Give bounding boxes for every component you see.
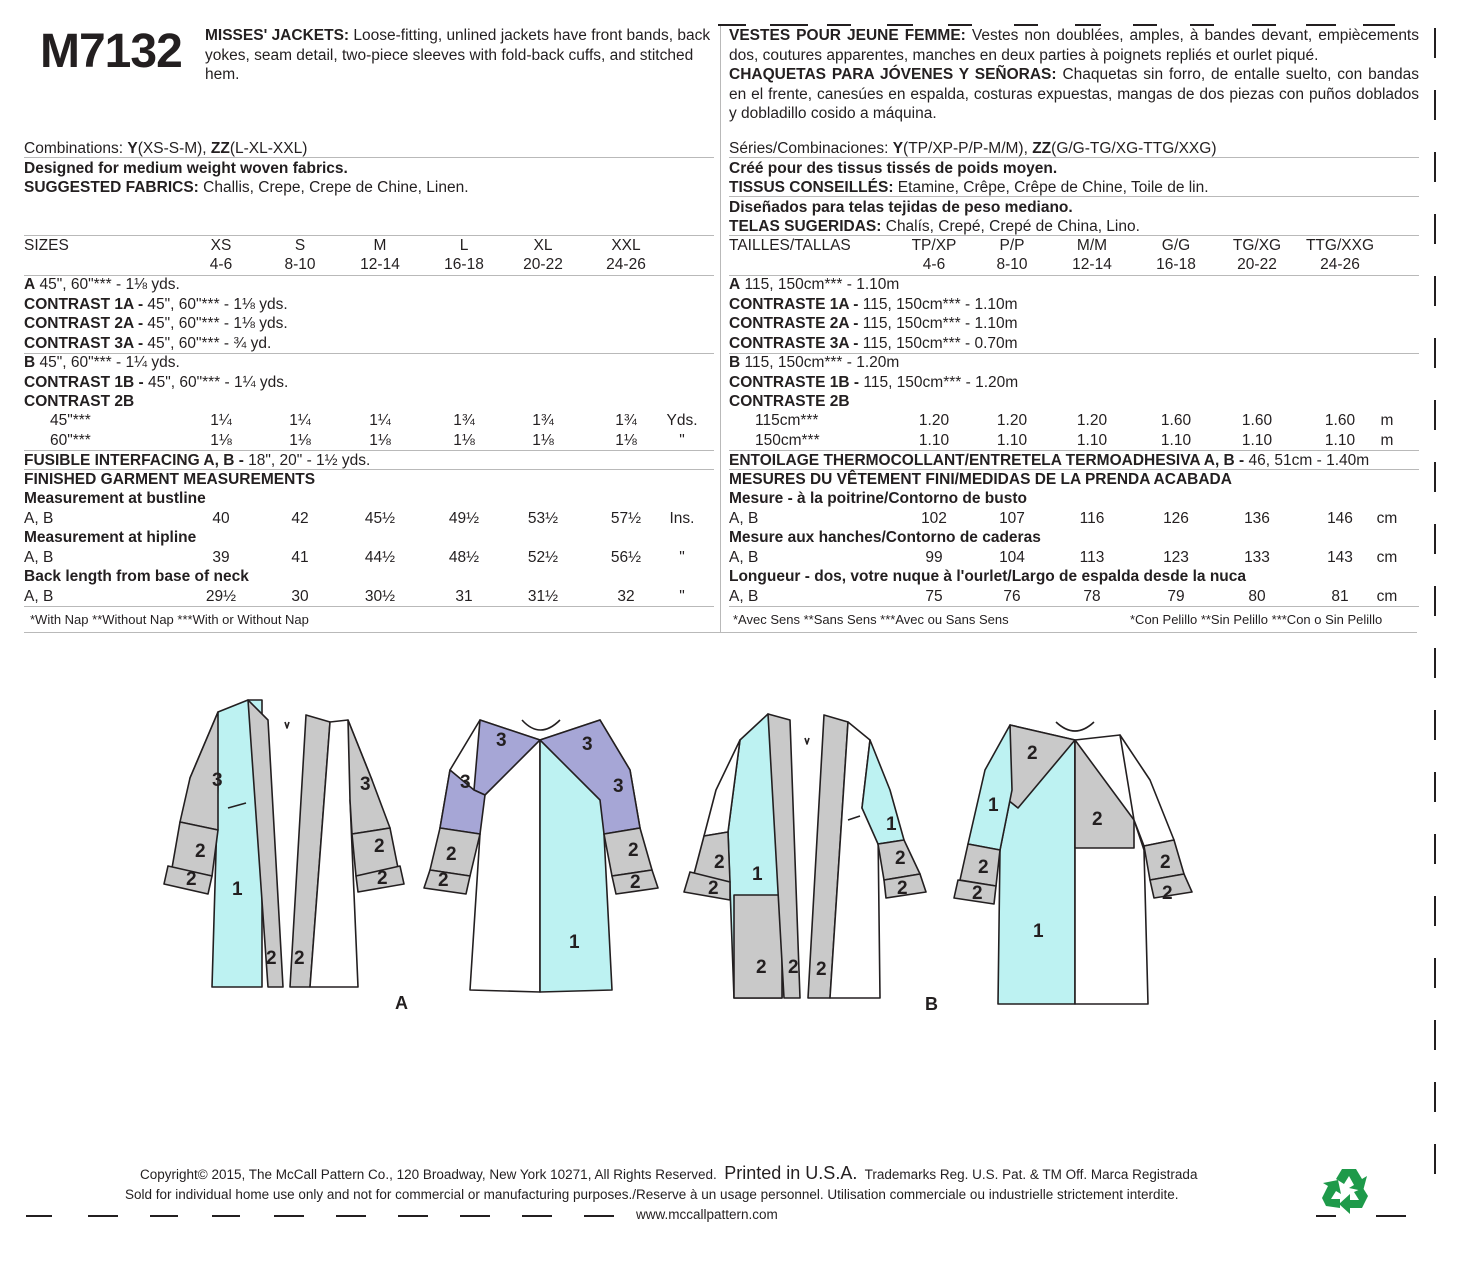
view-a-label: A <box>395 993 408 1013</box>
french-interfacing: ENTOILAGE THERMOCOLLANT/ENTRETELA TERMOADHESIVA A, B - 46, 51cm - 1.40m <box>729 452 1370 469</box>
size-range: 12-14 <box>1072 256 1112 273</box>
yardage-view-label: CONTRASTE 1B - <box>729 373 860 391</box>
cut-dash <box>26 1215 52 1217</box>
unit-label: " <box>679 431 685 449</box>
yardage-line <box>24 295 288 314</box>
yardage-cell: 1¾ <box>453 412 475 429</box>
measurement-cell: 53½ <box>527 510 559 527</box>
unit-label: m <box>1380 412 1394 429</box>
cut-dash <box>1316 1215 1336 1217</box>
piece-label-two: 2 <box>1092 809 1103 830</box>
english-title-label: MISSES' JACKETS: <box>205 27 350 44</box>
piece-label-two: 2 <box>895 848 906 869</box>
piece-label-two: 2 <box>1162 883 1173 904</box>
measurement-cell: 104 <box>999 549 1025 566</box>
measurement-title: Back length from base of neck <box>24 568 249 585</box>
piece-label-one: 1 <box>988 795 999 816</box>
measurement-cell: 116 <box>1079 510 1105 527</box>
french-suggested-fabrics: TISSUS CONSEILLÉS: Etamine, Crêpe, Crêpe de Chine, Toile de lin. <box>729 179 1209 196</box>
size-range: 4-6 <box>922 256 946 273</box>
size-header: TTG/XXG <box>1305 237 1375 254</box>
yardage-view-label: A <box>729 276 741 293</box>
cut-dash <box>398 1215 428 1217</box>
piece-label-two: 2 <box>1160 852 1171 873</box>
measurement-cell: 99 <box>925 549 943 566</box>
fabric-width: 60"*** <box>50 431 91 449</box>
cut-dash <box>1434 1020 1436 1050</box>
measurement-cell: 102 <box>921 510 947 527</box>
spanish-title-text: Chaquetas sin forro, de entalle suelto, con bandas en el frente, canesúes en espalda, costuras expuestas, mangas de dos piezas con puños doblados y dobladillo cosido a máquina. <box>729 66 1419 122</box>
trademarks: Trademarks Reg. U.S. Pat. & TM Off. Marca Registrada <box>864 1167 1198 1182</box>
yardage-cell: 1⅛ <box>369 431 391 449</box>
copyright-line: Copyright© 2015, The McCall Pattern Co., 120 Broadway, New York 10271, All Rights Reserved. Printed in U.S.A. Trademarks Reg. U.S. Pat. & TM Off. Marca Registrada <box>140 1163 1198 1183</box>
view-b-back-illustration <box>954 722 1192 1004</box>
cut-dash <box>1434 276 1436 306</box>
cut-dash <box>1434 90 1436 120</box>
yardage-cell: 1.10 <box>996 431 1028 449</box>
measurement-cell: 76 <box>1003 588 1021 605</box>
size-header: XL <box>533 237 553 254</box>
measurement-view: A, B <box>24 510 54 527</box>
printed-in: Printed in U.S.A. <box>724 1163 858 1183</box>
english-finished-measurements-label: FINISHED GARMENT MEASUREMENTS <box>24 471 316 488</box>
garment-illustrations <box>0 680 1461 1020</box>
size-range: 8-10 <box>996 256 1028 273</box>
yardage-cell: 1.10 <box>1241 431 1273 449</box>
french-title-text: Vestes non doublées, amples, à bandes devant, empiècements dos, coutures apparentes, manches en deux parties à poignets repliés et ourlet piqué. <box>729 27 1419 64</box>
cut-dash <box>1434 772 1436 802</box>
fabric-width: 115cm*** <box>755 412 819 429</box>
piece-label-two: 2 <box>628 840 639 861</box>
piece-label-two: 2 <box>186 869 197 890</box>
yardage-view-label: CONTRASTE 3A - <box>729 334 859 352</box>
unit-label: " <box>679 588 685 605</box>
size-range: 16-18 <box>444 256 484 273</box>
cut-dash <box>1434 28 1436 58</box>
yardage-view-label: B <box>729 354 741 371</box>
cut-dash <box>1252 24 1276 26</box>
cut-dash <box>770 24 808 26</box>
french-spanish-description <box>729 26 1419 124</box>
yardage-view-label: B <box>24 354 36 371</box>
yardage-cell: 1.10 <box>1076 431 1108 449</box>
measurement-cell: 42 <box>291 510 309 527</box>
piece-label-two: 2 <box>195 841 206 862</box>
unit-label: m <box>1380 431 1394 449</box>
size-range: 16-18 <box>1156 256 1196 273</box>
cut-dash <box>1434 400 1436 430</box>
measurement-cell: 56½ <box>610 549 642 566</box>
cut-dash <box>827 24 851 26</box>
cut-dash <box>1434 958 1436 988</box>
measurement-view: A, B <box>24 549 54 566</box>
yardage-line <box>24 275 180 294</box>
yardage-cell: 1.10 <box>918 431 950 449</box>
measurement-cell: 146 <box>1327 510 1353 527</box>
yardage-line <box>729 353 899 372</box>
cut-dash <box>522 1215 552 1217</box>
measurement-cell: 30 <box>291 588 309 605</box>
pattern-number: M7132 <box>40 25 182 78</box>
english-title-text: Loose-fitting, unlined jackets have front bands, back yokes, seam detail, two-piece sleeves with fold-back cuffs, and stitched hem. <box>205 27 711 83</box>
yardage-view-label: CONTRAST 1B - <box>24 373 144 391</box>
yardage-amount: 115, 150cm*** - 0.70m <box>858 334 1018 352</box>
yardage-cell: 1¾ <box>532 412 554 429</box>
yardage-cell: 1.60 <box>1324 412 1356 429</box>
cut-dash <box>584 1215 614 1217</box>
size-range: 12-14 <box>360 256 400 273</box>
unit-label: Yds. <box>666 412 698 429</box>
cut-dash <box>718 24 746 26</box>
size-range: 20-22 <box>523 256 563 273</box>
french-title-label: VESTES POUR JEUNE FEMME: <box>729 27 966 44</box>
spanish-designed-for: Diseñados para telas tejidas de peso mediano. <box>729 199 1073 216</box>
size-range: 24-26 <box>1320 256 1360 273</box>
yardage-cell: 1.20 <box>1076 412 1108 429</box>
yardage-cell: 1.10 <box>1324 431 1356 449</box>
french-contrast-2b-label: CONTRASTE 2B <box>729 393 850 410</box>
size-header: P/P <box>999 237 1025 254</box>
yardage-line <box>729 334 1018 353</box>
measurement-cell: 113 <box>1079 549 1105 566</box>
piece-label-two: 2 <box>788 957 799 978</box>
size-range: 24-26 <box>606 256 646 273</box>
unit-label: " <box>679 549 685 566</box>
piece-label-two: 2 <box>630 872 641 893</box>
measurement-title: Mesure aux hanches/Contorno de caderas <box>729 529 1041 546</box>
yardage-cell: 1⅛ <box>210 431 232 449</box>
piece-label-two: 2 <box>266 948 277 969</box>
measurement-title: Measurement at bustline <box>24 490 206 507</box>
measurement-cell: 40 <box>212 510 230 527</box>
yardage-view-label: CONTRAST 1A - <box>24 295 144 313</box>
measurement-cell: 57½ <box>610 510 642 527</box>
yardage-cell: 1.60 <box>1160 412 1192 429</box>
measurement-title: Longueur - dos, votre nuque à l'ourlet/Largo de espalda desde la nuca <box>729 568 1246 585</box>
measurement-cell: 133 <box>1244 549 1270 566</box>
size-header: M/M <box>1076 237 1108 254</box>
yardage-cell: 1¾ <box>615 412 637 429</box>
view-a-back-illustration <box>424 720 658 992</box>
yardage-amount: 45", 60"*** - 1¼ yds. <box>143 373 289 391</box>
cut-dash <box>1434 710 1436 740</box>
yardage-cell: 1.10 <box>1160 431 1192 449</box>
spanish-suggested-fabrics: TELAS SUGERIDAS: Chalís, Crepé, Crepé de China, Lino. <box>729 218 1140 235</box>
measurement-cell: 123 <box>1163 549 1189 566</box>
piece-label-three: 3 <box>613 776 624 797</box>
piece-label-one: 1 <box>232 879 243 900</box>
cut-dash <box>1434 648 1436 678</box>
unit-label: Ins. <box>669 510 695 527</box>
measurement-cell: 143 <box>1327 549 1353 566</box>
spanish-nap-note: *Con Pelillo **Sin Pelillo ***Con o Sin Pelillo <box>1130 612 1383 627</box>
yardage-cell: 1¼ <box>289 412 311 429</box>
measurement-cell: 136 <box>1244 510 1270 527</box>
yardage-amount: 115, 150cm*** - 1.20m <box>859 373 1019 391</box>
fabric-width: 150cm*** <box>755 431 820 449</box>
size-range: 4-6 <box>209 256 233 273</box>
measurement-cell: 126 <box>1163 510 1189 527</box>
yardage-line <box>729 314 1018 333</box>
piece-label-one: 1 <box>1033 921 1044 942</box>
measurement-title: Measurement at hipline <box>24 529 197 546</box>
yardage-amount: 45", 60"*** - 1⅛ yds. <box>35 276 180 293</box>
piece-label-two: 2 <box>1027 743 1038 764</box>
cut-dash <box>460 1215 490 1217</box>
measurement-cell: 31½ <box>527 588 559 605</box>
english-contrast-2b-label: CONTRAST 2B <box>24 393 135 410</box>
measurement-cell: 75 <box>925 588 943 605</box>
yardage-line <box>729 295 1018 314</box>
yardage-cell: 1⅛ <box>289 431 311 449</box>
piece-label-two: 2 <box>438 870 449 891</box>
size-header: XXL <box>611 237 641 254</box>
size-header: S <box>294 237 306 254</box>
french-sizes-label: TAILLES/TALLAS <box>729 237 851 254</box>
size-header: XS <box>210 237 232 254</box>
english-designed-for: Designed for medium weight woven fabrics. <box>24 160 348 177</box>
size-range: 8-10 <box>284 256 316 273</box>
cut-dash <box>887 24 913 26</box>
french-designed-for: Créé pour des tissus tissés de poids moyen. <box>729 160 1058 177</box>
piece-label-three: 3 <box>582 734 593 755</box>
english-description <box>205 26 715 85</box>
fabric-width: 45"*** <box>50 412 91 429</box>
french-nap-note: *Avec Sens **Sans Sens ***Avec ou Sans Sens <box>733 612 1009 627</box>
yardage-view-label: CONTRAST 3A - <box>24 334 144 352</box>
piece-label-two: 2 <box>374 836 385 857</box>
measurement-cell: 31 <box>455 588 473 605</box>
size-header: TG/XG <box>1232 237 1282 254</box>
cut-dash <box>1434 524 1436 554</box>
yardage-amount: 45", 60"*** - ¾ yd. <box>143 334 272 352</box>
measurement-cell: 41 <box>291 549 309 566</box>
yardage-view-label: CONTRASTE 2A - <box>729 315 859 332</box>
yardage-line <box>24 353 180 372</box>
yardage-amount: 115, 150cm*** - 1.20m <box>740 354 900 371</box>
cut-dash <box>1434 1082 1436 1112</box>
measurement-cell: 80 <box>1248 588 1266 605</box>
unit-label: cm <box>1376 510 1398 527</box>
yardage-cell: 1⅛ <box>532 431 554 449</box>
piece-label-two: 2 <box>816 959 827 980</box>
cut-dash <box>1434 834 1436 864</box>
piece-label-three: 3 <box>212 770 223 791</box>
piece-label-two: 2 <box>294 948 305 969</box>
measurement-cell: 49½ <box>448 510 480 527</box>
piece-label-two: 2 <box>972 883 983 904</box>
piece-label-three: 3 <box>496 730 507 751</box>
yardage-line <box>24 334 271 353</box>
size-header: M <box>373 237 387 254</box>
yardage-cell: 1¼ <box>210 412 232 429</box>
yardage-view-label: A <box>24 276 36 293</box>
measurement-cell: 107 <box>999 510 1025 527</box>
cut-dash <box>1434 214 1436 244</box>
english-nap-note: *With Nap **Without Nap ***With or Without Nap <box>30 612 309 627</box>
measurement-cell: 45½ <box>364 510 396 527</box>
cut-dash <box>1014 24 1038 26</box>
measurement-cell: 79 <box>1167 588 1185 605</box>
yardage-cell: 1⅛ <box>615 431 637 449</box>
piece-label-two: 2 <box>708 878 719 899</box>
french-finished-measurements-label: MESURES DU VÊTEMENT FINI/MEDIDAS DE LA PRENDA ACABADA <box>729 471 1232 488</box>
piece-label-two: 2 <box>756 957 767 978</box>
measurement-view: A, B <box>729 510 759 527</box>
cut-dash <box>1075 24 1101 26</box>
piece-label-three: 3 <box>460 772 471 793</box>
cut-dash <box>1434 1144 1436 1174</box>
cut-dash <box>1434 896 1436 926</box>
yardage-amount: 115, 150cm*** - 1.10m <box>740 276 900 293</box>
measurement-cell: 52½ <box>527 549 559 566</box>
piece-label-two: 2 <box>897 878 908 899</box>
measurement-view: A, B <box>729 588 759 605</box>
measurement-cell: 44½ <box>364 549 396 566</box>
yardage-cell: 1.60 <box>1241 412 1273 429</box>
yardage-amount: 45", 60"*** - 1⅛ yds. <box>143 295 288 313</box>
piece-label-two: 2 <box>714 852 725 873</box>
cut-dash <box>150 1215 178 1217</box>
cut-dash <box>274 1215 304 1217</box>
yardage-line <box>24 373 288 392</box>
english-fusible-interfacing: FUSIBLE INTERFACING A, B - 18", 20" - 1½ yds. <box>24 452 371 469</box>
english-sizes-label: SIZES <box>24 237 69 254</box>
size-header: G/G <box>1161 237 1191 254</box>
spanish-title-label: CHAQUETAS PARA JÓVENES Y SEÑORAS: <box>729 66 1057 83</box>
measurement-cell: 29½ <box>205 588 237 605</box>
yardage-line <box>24 314 288 333</box>
piece-label-one: 1 <box>569 932 580 953</box>
cut-dash <box>948 24 972 26</box>
cut-dash <box>1434 152 1436 182</box>
measurement-cell: 32 <box>617 588 635 605</box>
measurement-cell: 81 <box>1331 588 1349 605</box>
yardage-cell: 1⅛ <box>453 431 475 449</box>
english-combinations: Combinations: Y(XS-S-M), ZZ(L-XL-XXL) <box>24 140 308 157</box>
unit-label: cm <box>1376 549 1398 566</box>
measurement-cell: 78 <box>1083 588 1101 605</box>
yardage-line <box>729 275 899 294</box>
yardage-line <box>729 373 1018 392</box>
cut-dash <box>212 1215 240 1217</box>
yardage-amount: 45", 60"*** - 1⅛ yds. <box>143 315 288 332</box>
french-spanish-combinations: Séries/Combinaciones: Y(TP/XP-P/P-M/M), ZZ(G/G-TG/XG-TTG/XXG) <box>729 140 1217 157</box>
cut-dash <box>1190 24 1214 26</box>
measurement-view: A, B <box>729 549 759 566</box>
cut-dash <box>1434 462 1436 492</box>
cut-dash <box>88 1215 118 1217</box>
yardage-view-label: CONTRAST 2A - <box>24 315 144 332</box>
measurement-cell: 48½ <box>448 549 480 566</box>
yardage-amount: 115, 150cm*** - 1.10m <box>858 315 1018 332</box>
piece-label-two: 2 <box>978 857 989 878</box>
cut-dash <box>336 1215 366 1217</box>
recycle-icon <box>1322 1166 1376 1216</box>
cut-dash <box>1434 586 1436 616</box>
yardage-amount: 45", 60"*** - 1¼ yds. <box>35 354 180 371</box>
cut-dash <box>1133 24 1157 26</box>
size-range: 20-22 <box>1237 256 1277 273</box>
piece-label-two: 2 <box>377 868 388 889</box>
size-header: TP/XP <box>911 237 957 254</box>
yardage-view-label: CONTRASTE 1A - <box>729 295 859 313</box>
usage-notice: Sold for individual home use only and not for commercial or manufacturing purposes./Reserve à un usage personnel. Utilisation commerciale ou industrielle strictement interdite. <box>125 1187 1179 1202</box>
measurement-cell: 39 <box>212 549 230 566</box>
english-suggested-fabrics: SUGGESTED FABRICS: Challis, Crepe, Crepe de Chine, Linen. <box>24 179 469 196</box>
unit-label: cm <box>1376 588 1398 605</box>
measurement-view: A, B <box>24 588 54 605</box>
measurement-title: Mesure - à la poitrine/Contorno de busto <box>729 490 1027 507</box>
view-b-label: B <box>925 994 938 1014</box>
piece-label-one: 1 <box>886 814 897 835</box>
yardage-cell: 1¼ <box>369 412 391 429</box>
measurement-cell: 30½ <box>364 588 396 605</box>
piece-label-one: 1 <box>752 864 763 885</box>
size-header: L <box>459 237 469 254</box>
yardage-amount: 115, 150cm*** - 1.10m <box>858 295 1018 313</box>
piece-label-three: 3 <box>360 774 371 795</box>
cut-dash <box>1376 1215 1406 1217</box>
column-divider <box>720 26 721 632</box>
website-link[interactable]: www.mccallpattern.com <box>636 1207 778 1222</box>
yardage-cell: 1.20 <box>996 412 1028 429</box>
yardage-cell: 1.20 <box>918 412 950 429</box>
piece-label-two: 2 <box>446 844 457 865</box>
cut-dash <box>1434 338 1436 368</box>
cut-dash <box>1306 24 1336 26</box>
cut-dash <box>1363 24 1395 26</box>
